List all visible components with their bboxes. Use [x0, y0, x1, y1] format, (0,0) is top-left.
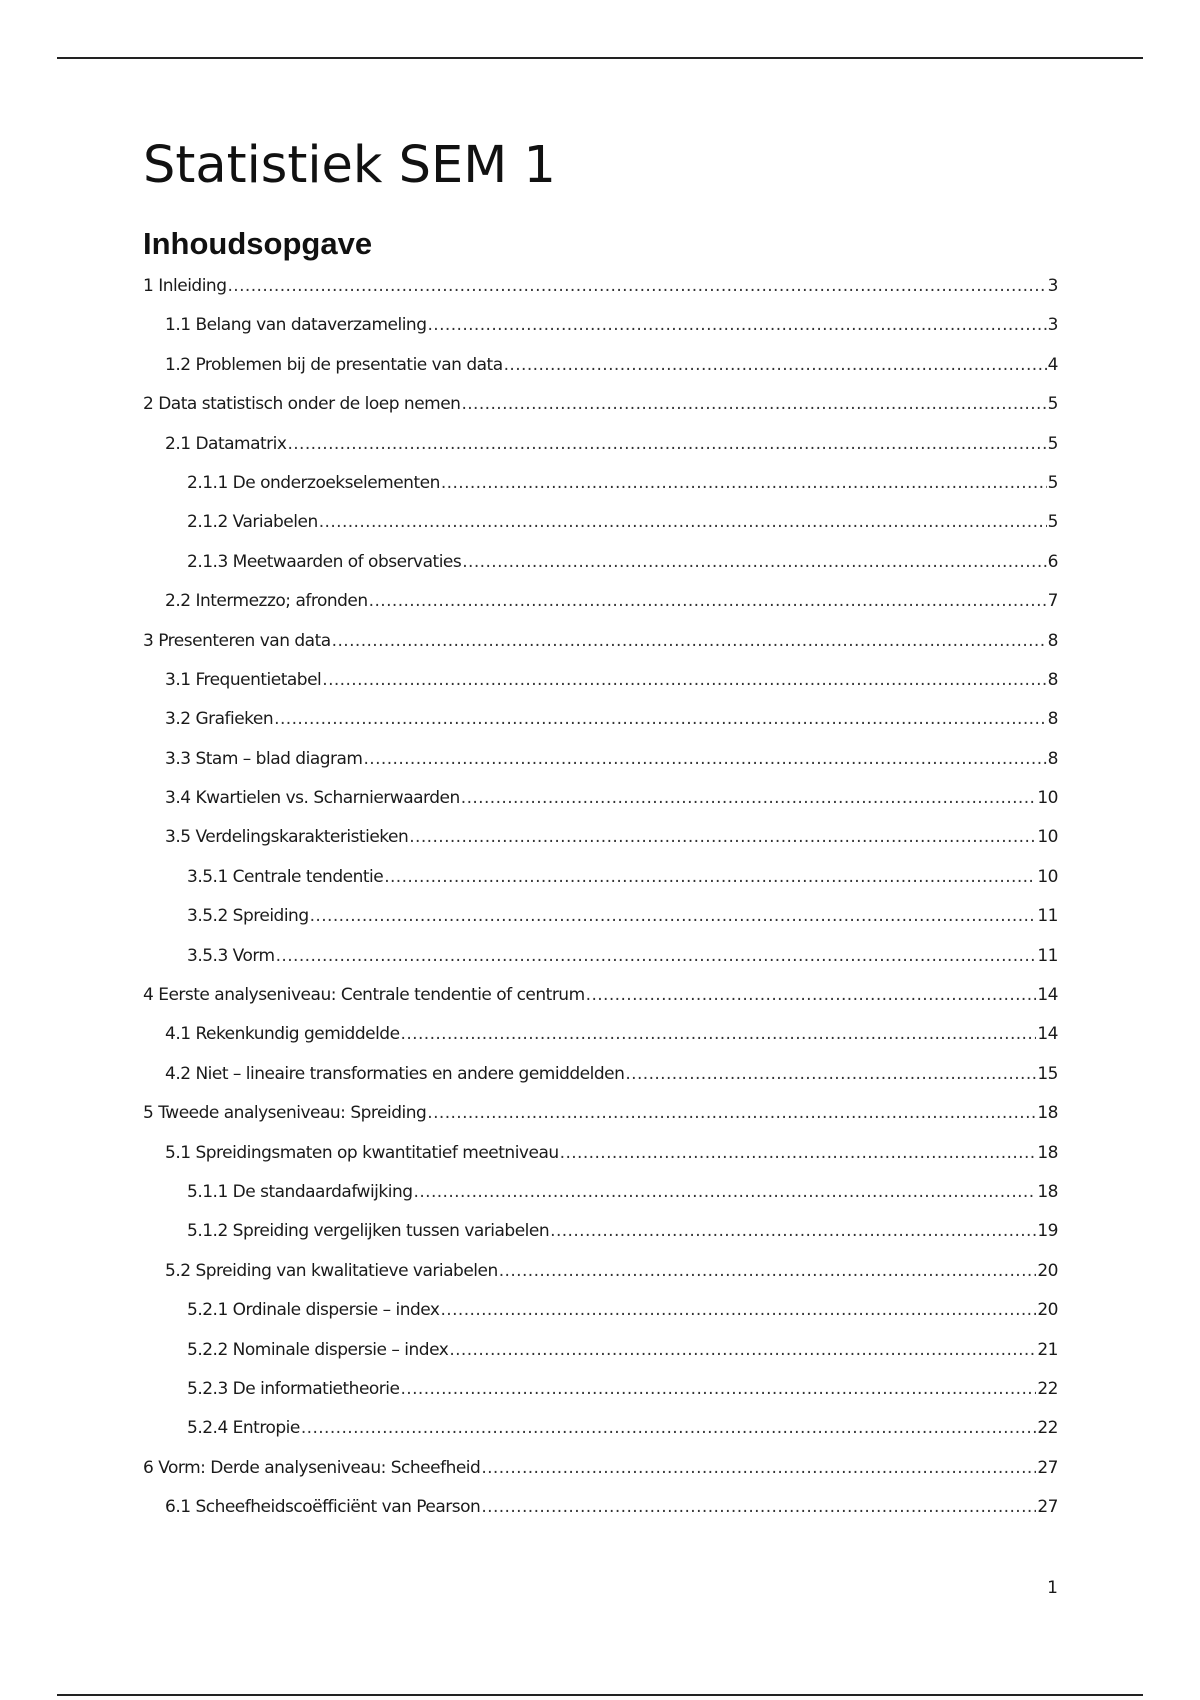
toc-dot-leader [287, 434, 1046, 454]
toc-entry-page: 22 [1037, 1378, 1058, 1399]
toc-entry[interactable] [143, 355, 1058, 394]
toc-entry[interactable] [143, 1261, 1058, 1300]
toc-entry[interactable] [143, 473, 1058, 512]
toc-entry[interactable] [143, 906, 1058, 945]
toc-entry-page: 18 [1037, 1181, 1058, 1202]
toc-dot-leader [276, 946, 1037, 966]
toc-dot-leader [332, 631, 1047, 651]
toc-entry-title: 4.2 Niet – lineaire transformaties en andere gemiddelden [165, 1063, 625, 1084]
toc-entry[interactable] [143, 1103, 1058, 1142]
toc-entry[interactable] [143, 591, 1058, 630]
toc-entry-page: 3 [1047, 276, 1058, 296]
toc-entry[interactable] [143, 1418, 1058, 1457]
toc-entry-title: 2.1 Datamatrix [165, 433, 287, 454]
toc-dot-leader [586, 985, 1037, 1005]
toc-entry[interactable] [143, 1143, 1058, 1182]
footer-rule [57, 1694, 1143, 1696]
toc-entry-title: 2.1.3 Meetwaarden of observaties [187, 551, 462, 572]
toc-entry-page: 11 [1037, 945, 1058, 966]
toc-entry-page: 14 [1037, 985, 1058, 1006]
toc-dot-leader [441, 1300, 1037, 1320]
toc-entry-title: 5.2.4 Entropie [187, 1418, 300, 1439]
toc-dot-leader [560, 1143, 1037, 1163]
toc-entry-page: 10 [1037, 866, 1058, 887]
toc-entry-page: 8 [1047, 669, 1058, 690]
toc-entry-title: 3 Presenteren van data [143, 630, 331, 651]
toc-entry[interactable] [143, 827, 1058, 866]
toc-entry-page: 7 [1047, 591, 1058, 612]
toc-entry-page: 11 [1037, 906, 1058, 927]
toc-entry-title: 3.5 Verdelingskarakteristieken [165, 827, 409, 848]
toc-entry-title: 5.1.1 De standaardafwijking [187, 1181, 413, 1202]
toc-dot-leader [409, 827, 1036, 847]
toc-entry[interactable] [143, 631, 1058, 670]
toc-dot-leader [461, 788, 1037, 808]
toc-entry[interactable] [143, 1024, 1058, 1063]
toc-dot-leader [625, 1064, 1036, 1084]
toc-dot-leader [481, 1458, 1036, 1478]
toc-entry-page: 5 [1047, 472, 1058, 493]
toc-entry-page: 10 [1037, 788, 1058, 809]
toc-dot-leader [364, 749, 1047, 769]
toc-dot-leader [401, 1024, 1037, 1044]
toc-entry-title: 3.5.3 Vorm [187, 945, 275, 966]
toc-dot-leader [384, 867, 1036, 887]
toc-dot-leader [319, 512, 1047, 532]
toc-entry-page: 3 [1047, 315, 1058, 336]
toc-entry[interactable] [143, 670, 1058, 709]
toc-entry-page: 5 [1047, 433, 1058, 454]
toc-dot-leader [428, 315, 1047, 335]
toc-entry-title: 2 Data statistisch onder de loep nemen [143, 394, 461, 415]
toc-entry-page: 20 [1037, 1300, 1058, 1321]
toc-entry-page: 5 [1047, 394, 1058, 415]
toc-dot-leader [274, 709, 1047, 729]
document-title: Statistiek SEM 1 [143, 136, 556, 195]
toc-entry-title: 4.1 Rekenkundig gemiddelde [165, 1024, 400, 1045]
toc-entry-title: 2.2 Intermezzo; afronden [165, 591, 368, 612]
toc-entry[interactable] [143, 749, 1058, 788]
toc-entry-page: 21 [1037, 1339, 1058, 1360]
toc-entry-page: 14 [1037, 1024, 1058, 1045]
toc-entry-title: 2.1.2 Variabelen [187, 512, 318, 533]
toc-entry-title: 6.1 Scheefheidscoëfficiënt van Pearson [165, 1497, 481, 1518]
toc-entry-page: 6 [1047, 551, 1058, 572]
toc-dot-leader [400, 1379, 1036, 1399]
toc-entry-title: 1.1 Belang van dataverzameling [165, 315, 427, 336]
toc-entry-page: 27 [1037, 1457, 1058, 1478]
toc-dot-leader [550, 1221, 1036, 1241]
toc-entry-page: 4 [1047, 354, 1058, 375]
toc-entry-title: 2.1.1 De onderzoekselementen [187, 472, 440, 493]
toc-dot-leader [499, 1261, 1037, 1281]
toc-entry-title: 3.2 Grafieken [165, 709, 274, 730]
toc-entry[interactable] [143, 1064, 1058, 1103]
toc-entry-title: 6 Vorm: Derde analyseniveau: Scheefheid [143, 1457, 481, 1478]
toc-dot-leader [301, 1418, 1037, 1438]
header-rule [57, 57, 1143, 59]
toc-entry-title: 5.2 Spreiding van kwalitatieve variabelen [165, 1260, 498, 1281]
toc-entry[interactable] [143, 946, 1058, 985]
toc-dot-leader [228, 276, 1047, 296]
toc-entry[interactable] [143, 1300, 1058, 1339]
table-of-contents [143, 276, 1058, 1537]
toc-entry-page: 8 [1047, 630, 1058, 651]
toc-entry-page: 18 [1037, 1142, 1058, 1163]
toc-dot-leader [369, 591, 1047, 611]
toc-entry-title: 5.2.3 De informatietheorie [187, 1378, 400, 1399]
toc-entry-page: 15 [1037, 1063, 1058, 1084]
toc-dot-leader [461, 394, 1046, 414]
toc-dot-leader [310, 906, 1037, 926]
toc-entry-title: 5.1.2 Spreiding vergelijken tussen variabelen [187, 1221, 550, 1242]
toc-entry[interactable] [143, 1497, 1058, 1536]
toc-entry-title: 3.4 Kwartielen vs. Scharnierwaarden [165, 788, 460, 809]
toc-entry-title: 3.1 Frequentietabel [165, 669, 322, 690]
toc-entry-title: 5 Tweede analyseniveau: Spreiding [143, 1103, 427, 1124]
toc-entry-title: 5.2.2 Nominale dispersie – index [187, 1339, 449, 1360]
toc-entry-title: 3.5.2 Spreiding [187, 906, 309, 927]
toc-entry-title: 1.2 Problemen bij de presentatie van data [165, 354, 503, 375]
toc-entry[interactable] [143, 394, 1058, 433]
toc-entry-page: 19 [1037, 1221, 1058, 1242]
toc-entry-page: 20 [1037, 1260, 1058, 1281]
toc-entry-page: 8 [1047, 709, 1058, 730]
toc-dot-leader [322, 670, 1046, 690]
toc-entry-page: 27 [1037, 1497, 1058, 1518]
toc-dot-leader [427, 1103, 1036, 1123]
toc-entry[interactable] [143, 709, 1058, 748]
toc-entry[interactable] [143, 867, 1058, 906]
toc-entry[interactable] [143, 1379, 1058, 1418]
toc-entry[interactable] [143, 1221, 1058, 1260]
toc-dot-leader [441, 473, 1047, 493]
toc-entry[interactable] [143, 788, 1058, 827]
toc-entry[interactable] [143, 315, 1058, 354]
toc-dot-leader [449, 1340, 1036, 1360]
toc-heading: Inhoudsopgave [143, 226, 373, 261]
toc-dot-leader [462, 552, 1046, 572]
toc-entry[interactable] [143, 552, 1058, 591]
toc-entry-title: 1 Inleiding [143, 276, 227, 296]
toc-entry-page: 18 [1037, 1103, 1058, 1124]
toc-entry-title: 3.3 Stam – blad diagram [165, 748, 363, 769]
toc-entry[interactable] [143, 1340, 1058, 1379]
toc-dot-leader [414, 1182, 1037, 1202]
toc-entry[interactable] [143, 985, 1058, 1024]
toc-dot-leader [481, 1497, 1036, 1517]
toc-entry[interactable] [143, 1458, 1058, 1497]
toc-entry-page: 22 [1037, 1418, 1058, 1439]
toc-entry-page: 8 [1047, 748, 1058, 769]
toc-entry-title: 5.2.1 Ordinale dispersie – index [187, 1300, 440, 1321]
toc-entry-title: 3.5.1 Centrale tendentie [187, 866, 384, 887]
toc-entry[interactable] [143, 512, 1058, 551]
toc-entry-page: 5 [1047, 512, 1058, 533]
toc-entry-title: 4 Eerste analyseniveau: Centrale tendentie of centrum [143, 985, 585, 1006]
page-number: 1 [1047, 1578, 1058, 1598]
toc-entry[interactable] [143, 1182, 1058, 1221]
toc-entry[interactable] [143, 434, 1058, 473]
toc-dot-leader [504, 355, 1047, 375]
toc-entry-title: 5.1 Spreidingsmaten op kwantitatief meetniveau [165, 1142, 559, 1163]
toc-entry-page: 10 [1037, 827, 1058, 848]
toc-entry[interactable] [143, 276, 1058, 315]
